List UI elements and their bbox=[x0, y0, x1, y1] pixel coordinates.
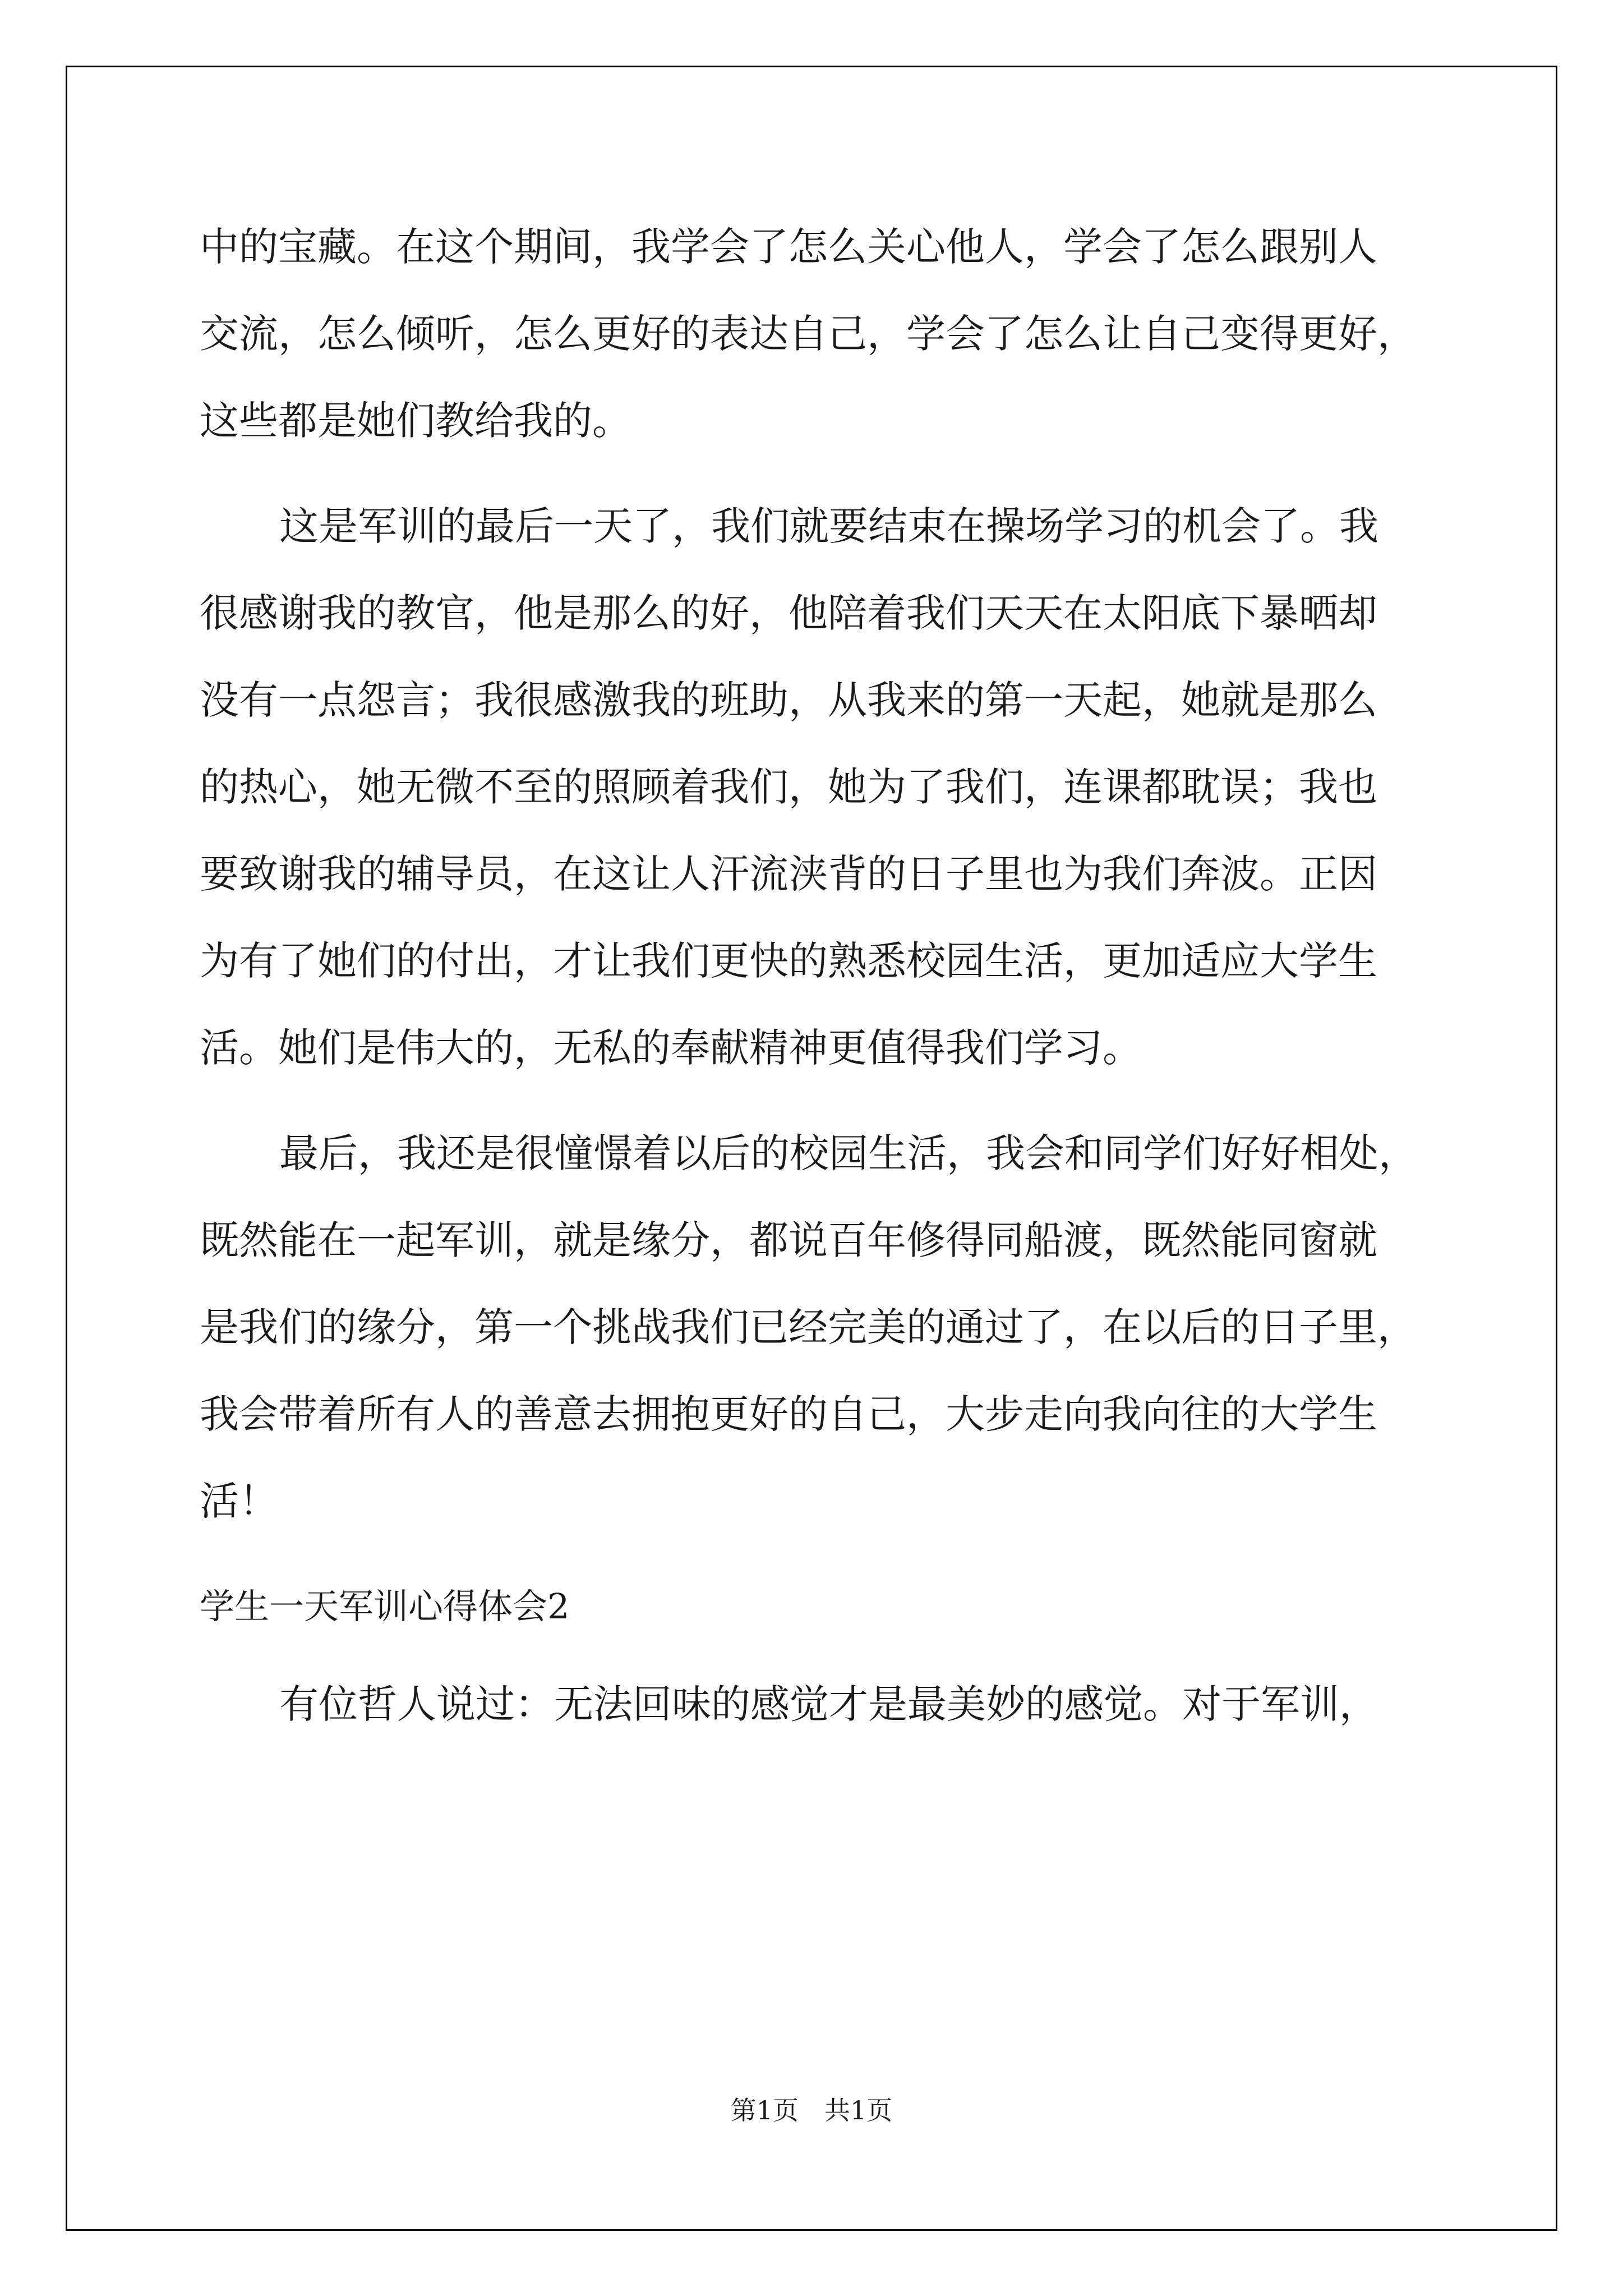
text-line: 这些都是她们教给我的。 bbox=[200, 398, 631, 444]
paragraph-first-line: 这是军训的最后一天了，我们就要结束在操场学习的机会了。我 bbox=[279, 503, 1378, 549]
page-footer: 第1页 共1页 bbox=[730, 2095, 893, 2125]
text-line: 活。她们是伟大的，无私的奉献精神更值得我们学习。 bbox=[200, 1025, 1142, 1071]
text-line: 没有一点怨言；我很感激我的班助，从我来的第一天起，她就是那么 bbox=[200, 677, 1377, 723]
text-line: 既然能在一起军训，就是缘分，都说百年修得同船渡，既然能同窗就 bbox=[200, 1217, 1377, 1263]
paragraph-first-line: 最后，我还是很憧憬着以后的校园生活，我会和同学们好好相处， bbox=[279, 1130, 1418, 1176]
text-line: 活！ bbox=[200, 1478, 278, 1524]
text-line: 交流，怎么倾听，怎么更好的表达自己，学会了怎么让自己变得更好， bbox=[200, 311, 1417, 357]
text-line: 是我们的缘分，第一个挑战我们已经完美的通过了，在以后的日子里， bbox=[200, 1304, 1417, 1350]
text-line: 的热心，她无微不至的照顾着我们，她为了我们，连课都耽误；我也 bbox=[200, 764, 1377, 810]
text-line: 我会带着所有人的善意去拥抱更好的自己，大步走向我向往的大学生 bbox=[200, 1391, 1377, 1437]
text-line: 很感谢我的教官，他是那么的好，他陪着我们天天在太阳底下暴晒却 bbox=[200, 590, 1377, 636]
text-line: 为有了她们的付出，才让我们更快的熟悉校园生活，更加适应大学生 bbox=[200, 938, 1377, 984]
paragraph-first-line: 有位哲人说过：无法回味的感觉才是最美妙的感觉。对于军训， bbox=[279, 1681, 1378, 1727]
text-line: 要致谢我的辅导员，在这让人汗流浃背的日子里也为我们奔波。正因 bbox=[200, 851, 1377, 897]
text-line: 中的宝藏。在这个期间，我学会了怎么关心他人，学会了怎么跟别人 bbox=[200, 224, 1377, 270]
section-heading: 学生一天军训心得体会2 bbox=[200, 1586, 570, 1627]
